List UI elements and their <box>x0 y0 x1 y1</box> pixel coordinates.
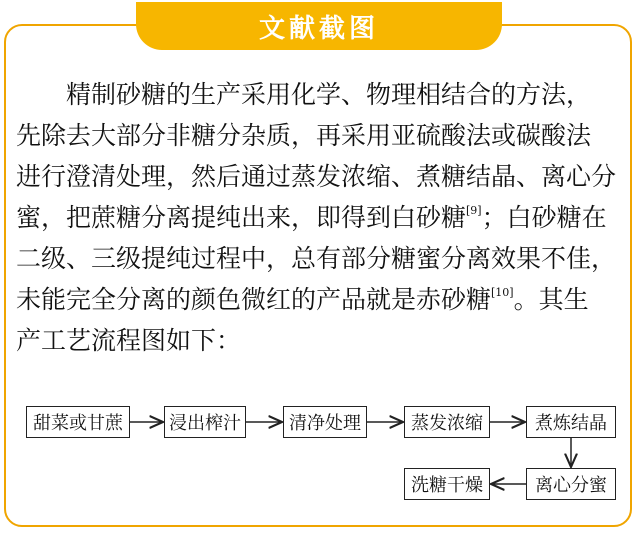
paragraph-text: 未能完全分离的颜色微红的产品就是赤砂糖 <box>16 285 492 314</box>
paragraph-text: ；白砂糖在 <box>481 203 607 232</box>
paragraph-line: 进行澄清处理，然后通过蒸发浓缩、煮糖结晶、离心分 <box>16 162 617 191</box>
paragraph-line: 产工艺流程图如下： <box>16 326 242 355</box>
flow-step-raw-material: 甜菜或甘蔗 <box>26 406 130 438</box>
flow-step-extraction: 浸出榨汁 <box>164 406 246 438</box>
flow-step-purification: 清净处理 <box>283 406 367 438</box>
paragraph-text: 。其生 <box>513 285 589 314</box>
citation-ref-10: [10] <box>491 286 514 299</box>
flow-step-evaporation: 蒸发浓缩 <box>404 406 490 438</box>
flow-step-centrifuge: 离心分蜜 <box>526 468 616 500</box>
flow-step-washing-drying: 洗糖干燥 <box>404 468 490 500</box>
flow-step-crystallization: 煮炼结晶 <box>526 406 616 438</box>
paragraph-line: 精制砂糖的生产采用化学、物理相结合的方法， <box>66 80 592 109</box>
paragraph-line: 二级、三级提纯过程中，总有部分糖蜜分离效果不佳， <box>16 244 617 273</box>
paragraph-text: 蜜，把蔗糖分离提纯出来，即得到白砂糖 <box>16 203 467 232</box>
header-title: 文献截图 <box>258 13 379 44</box>
paragraph-line: 先除去大部分非糖分杂质，再采用亚硫酸法或碳酸法 <box>16 121 592 150</box>
citation-ref-9: [9] <box>466 204 482 217</box>
